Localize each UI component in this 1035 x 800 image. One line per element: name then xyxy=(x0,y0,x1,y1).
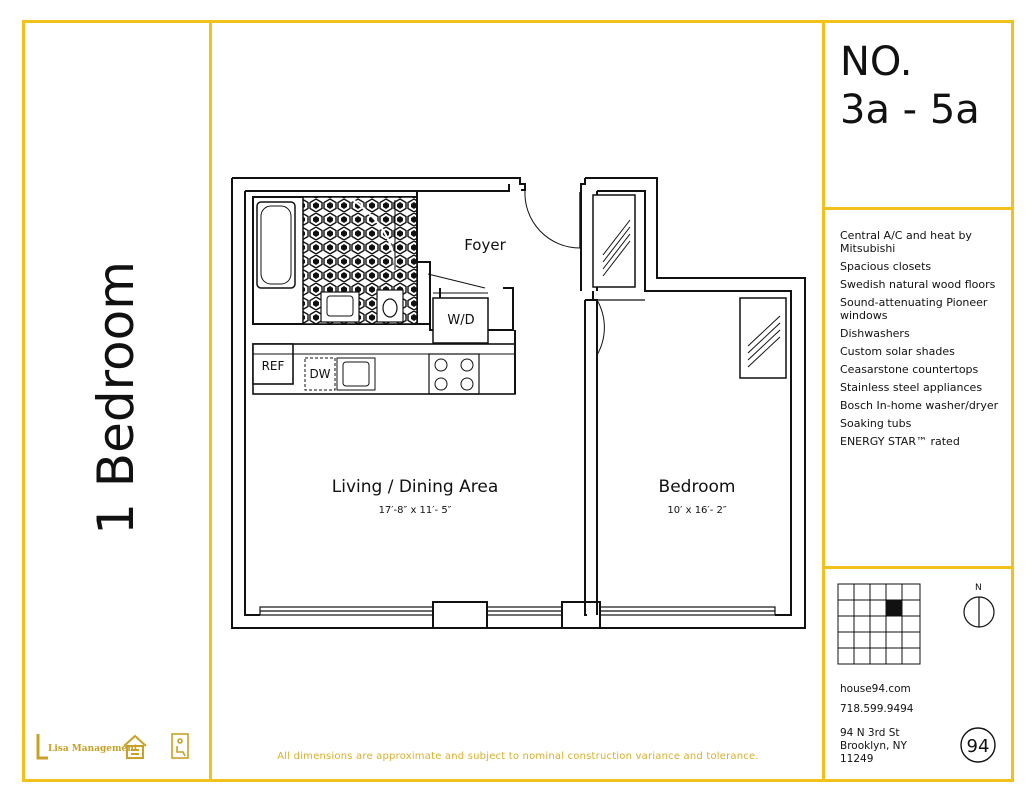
unit-number-label: NO. xyxy=(840,39,913,85)
features-list xyxy=(840,229,1010,453)
feature-item: Bosch In-home washer/dryer xyxy=(840,399,999,412)
unit-number xyxy=(840,38,980,134)
feature-item: Spacious closets xyxy=(840,260,932,273)
feature-item: Soaking tubs xyxy=(840,417,912,430)
address-zip: 11249 xyxy=(840,753,874,765)
feature-item: Dishwashers xyxy=(840,327,910,340)
bedroom-label: Bedroom xyxy=(658,477,736,497)
management-logo-text: Lisa Management xyxy=(48,744,138,754)
feature-item: Sound-attenuating Pioneer windows xyxy=(840,296,988,322)
compass-north-label: N xyxy=(975,583,982,593)
bedroom-dimensions: 10′ x 16′- 2″ xyxy=(667,505,727,516)
wd-label: W/D xyxy=(447,313,475,328)
living-area-dimensions: 17′-8″ x 11′- 5″ xyxy=(378,505,452,516)
bathroom xyxy=(253,197,417,324)
accessibility-icon xyxy=(172,734,188,758)
foyer-label: Foyer xyxy=(464,236,506,254)
entry-door-icon xyxy=(525,190,580,248)
feature-item: Custom solar shades xyxy=(840,345,955,358)
disclaimer: All dimensions are approximate and subject to nominal construction variance and tolerance. xyxy=(277,751,759,762)
bedroom-door-icon xyxy=(597,300,604,355)
house94-logo-number: 94 xyxy=(966,736,990,757)
kitchen xyxy=(253,344,515,394)
bedroom-wall xyxy=(585,291,597,615)
feature-item: Ceasarstone countertops xyxy=(840,363,979,376)
left-panel-divider xyxy=(209,20,212,782)
address-line-1: 94 N 3rd St xyxy=(840,727,900,739)
living-area-label: Living / Dining Area xyxy=(331,477,499,497)
key-plan xyxy=(836,578,1014,670)
feature-item: ENERGY STAR™ rated xyxy=(840,435,960,448)
feature-item: Swedish natural wood floors xyxy=(840,278,996,291)
key-plan-unit-highlight xyxy=(886,600,902,616)
right-panel-divider xyxy=(822,20,825,782)
address-line-2: Brooklyn, NY xyxy=(840,740,907,752)
phone: 718.599.9494 xyxy=(840,703,914,715)
management-logo-icon xyxy=(38,734,48,758)
right-divider-1 xyxy=(822,207,1014,210)
bathtub-icon xyxy=(257,202,295,288)
windows-bottom xyxy=(260,602,775,628)
feature-item: Central A/C and heat by Mitsubishi xyxy=(840,229,972,255)
right-divider-2 xyxy=(822,566,1014,569)
unit-number-range: 3a - 5a xyxy=(840,87,980,133)
ref-label: REF xyxy=(261,359,285,373)
feature-item: Stainless steel appliances xyxy=(840,381,983,394)
house94-logo-icon xyxy=(958,725,998,765)
plan-title: 1 Bedroom xyxy=(87,261,145,535)
website: house94.com xyxy=(840,683,911,695)
dw-label: DW xyxy=(309,367,331,381)
floor-plan xyxy=(225,170,815,640)
